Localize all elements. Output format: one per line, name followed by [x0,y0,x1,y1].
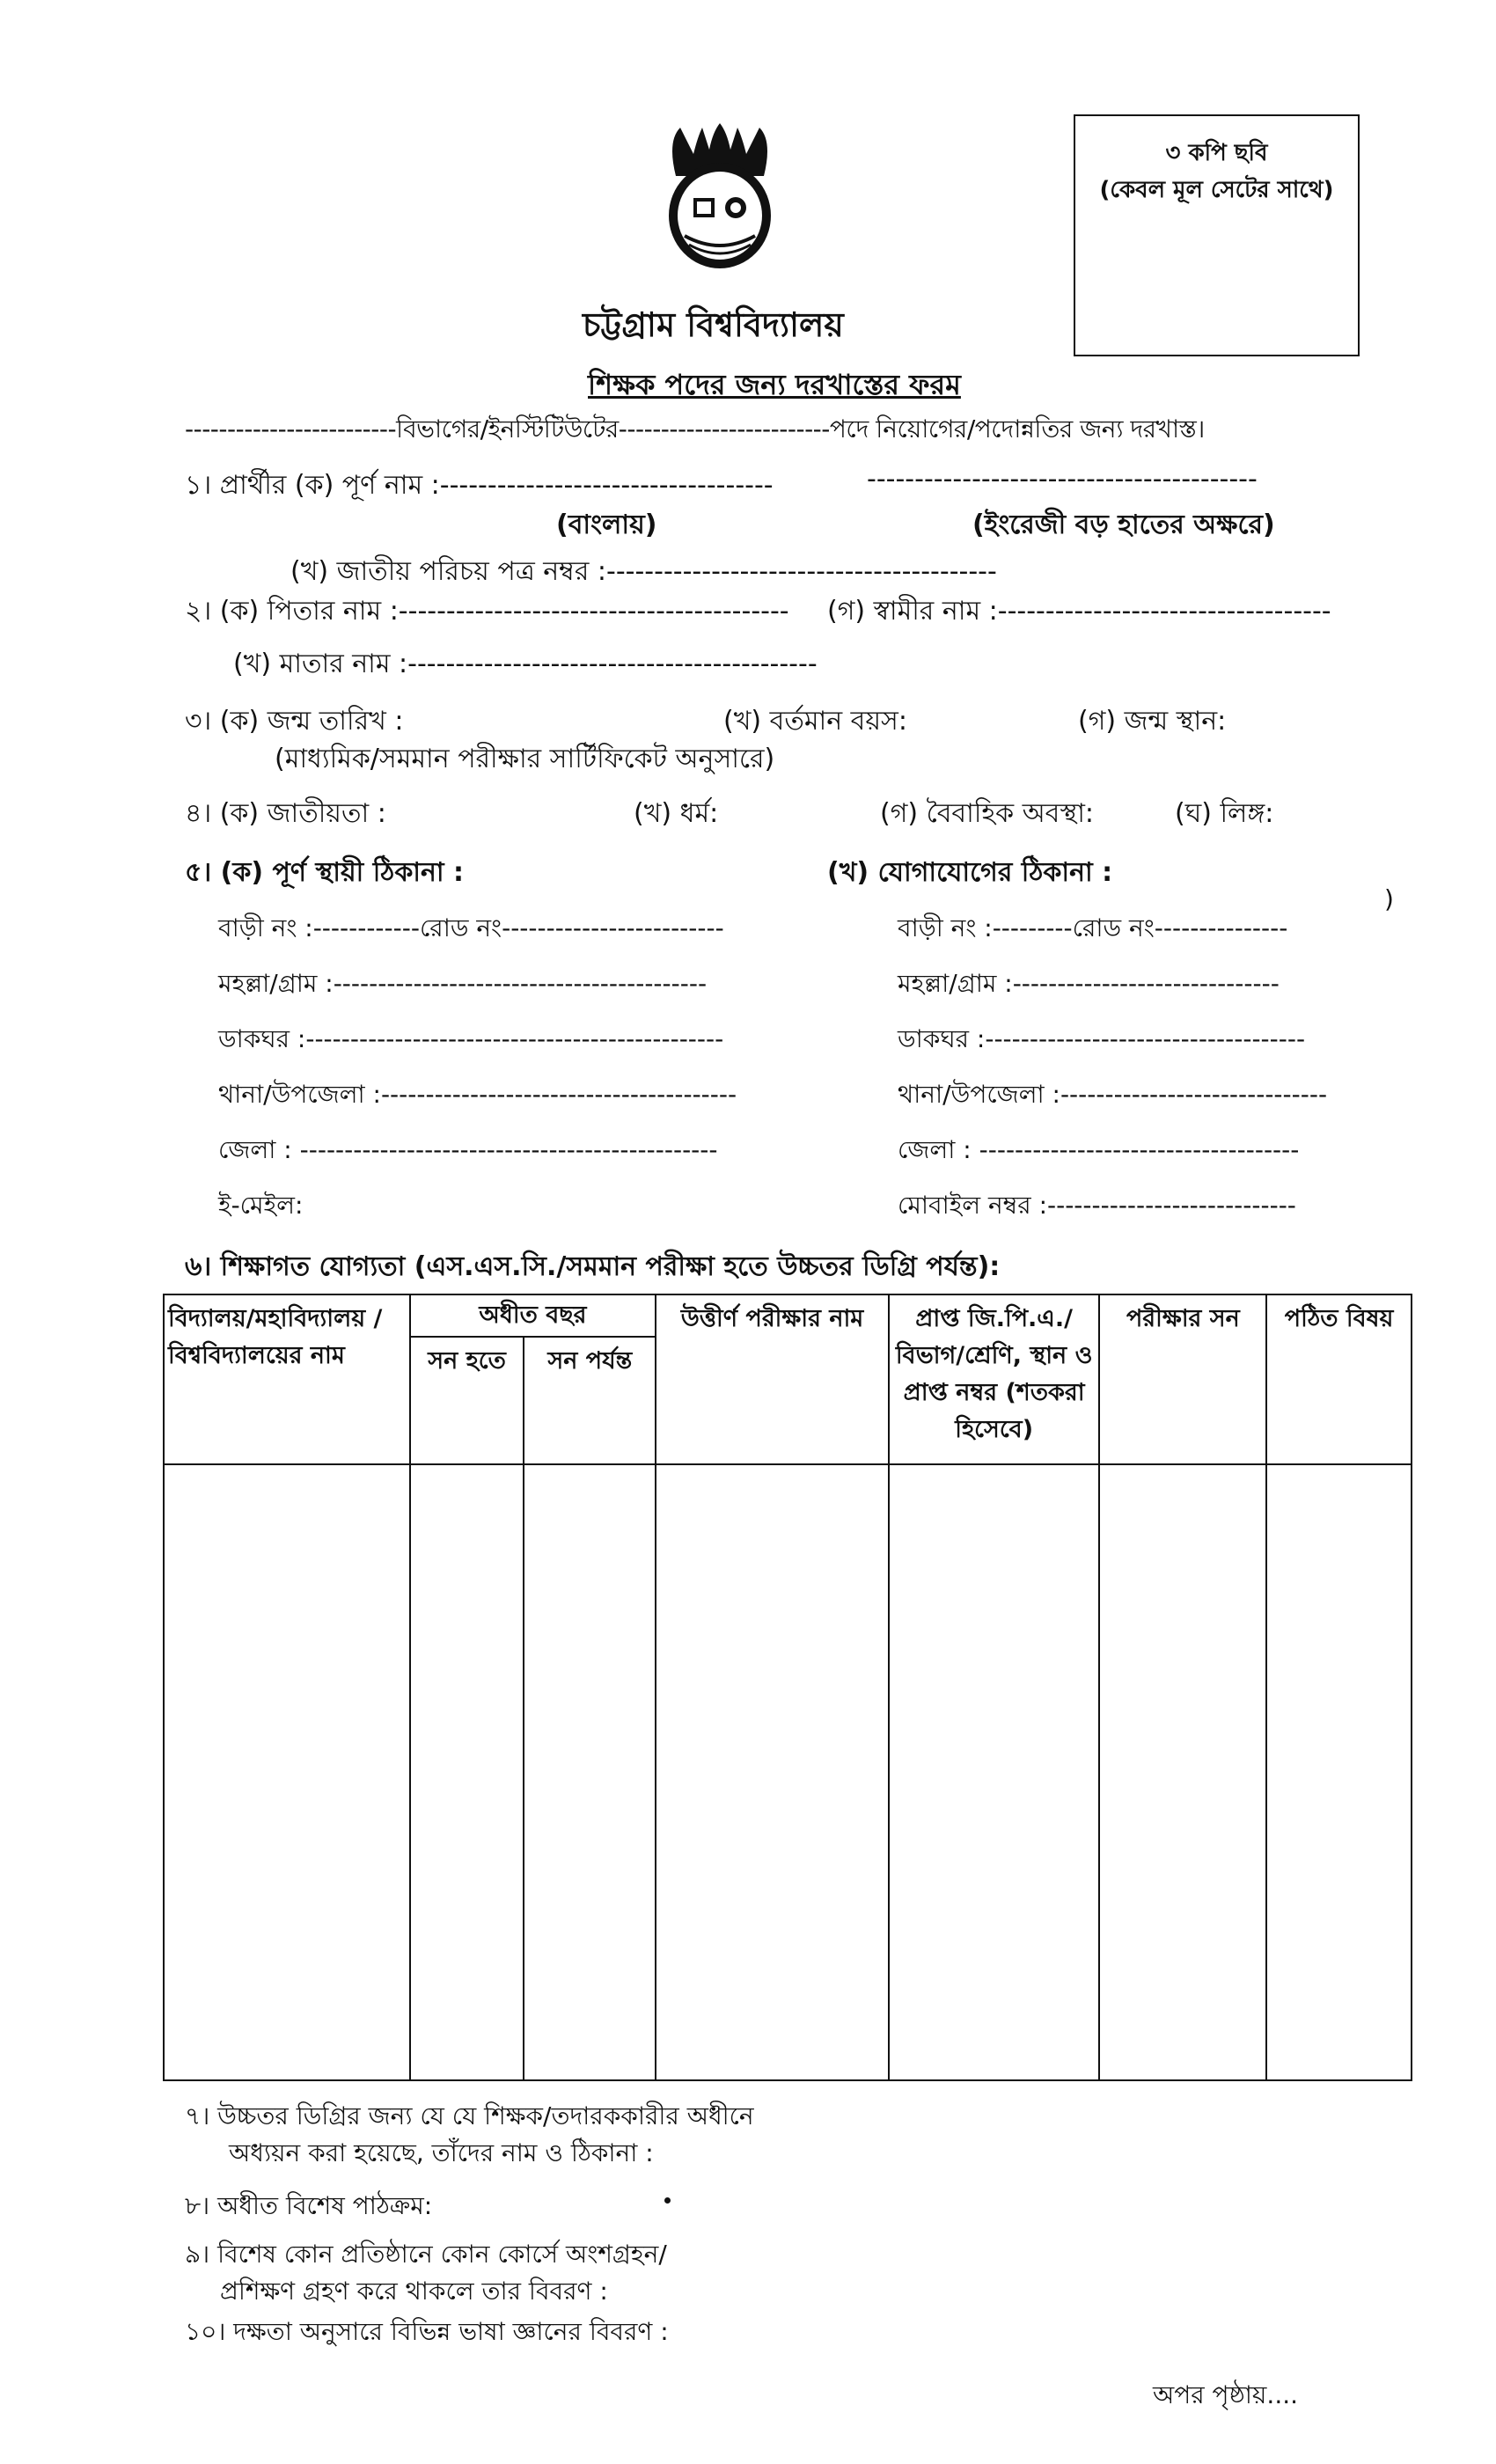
english-label: (ইংরেজী বড় হাতের অক্ষরে) [972,510,1275,540]
supervisor-label-line1: ৭। উচ্চতর ডিগ্রির জন্য যে যে শিক্ষক/তদারককারীর অধীনে [185,2101,754,2130]
photo-box-line1: ৩ কপি ছবি [1165,140,1268,166]
language-skill-field[interactable]: ১০। দক্ষতা অনুসারে বিভিন্ন ভাষা জ্ঞানের বিবরণ : [185,2317,669,2346]
col-subject: পঠিত বিষয় [1266,1294,1412,1464]
dob-note: (মাধ্যমিক/সমমান পরীক্ষার সার্টিফিকেট অনুসারে) [275,744,775,774]
gender-field[interactable]: (ঘ) লিঙ্গ: [1175,798,1274,829]
continued-overleaf: অপর পৃষ্ঠায়.... [1153,2380,1299,2409]
nid-field[interactable]: (খ) জাতীয় পরিচয় পত্র নম্বর :----------------------------------------- [290,556,997,587]
supervisor-label-line2[interactable]: অধ্যয়ন করা হয়েছে, তাঁদের নাম ও ঠিকানা : [229,2138,654,2167]
birthplace-field[interactable]: (গ) জন্ম স্থান: [1078,706,1227,737]
mobile-field[interactable]: মোবাইল নম্বর :---------------------------- [898,1191,1296,1220]
permanent-address-heading: ৫। (ক) পূর্ণ স্থায়ী ঠিকানা : [185,857,465,888]
mother-name-field[interactable]: (খ) মাতার নাম :------------------------------------------- [233,649,818,679]
university-name: চট্টগ্রাম বিশ্ববিদ্যালয় [583,305,844,344]
stray-dot [664,2197,671,2204]
permanent-post-office-field[interactable]: ডাকঘর :----------------------------------------------- [218,1024,724,1053]
applicant-name-english-field[interactable]: ----------------------------------------- [867,464,1258,495]
email-field[interactable]: ই-মেইল: [218,1191,304,1220]
applicant-name-field[interactable]: ১। প্রার্থীর (ক) পূর্ণ নাম :----------------------------------- [185,470,774,501]
photo-box [1074,114,1360,356]
contact-address-heading: (খ) যোগাযোগের ঠিকানা : [827,857,1113,888]
cell-year-to[interactable] [524,1464,656,2080]
col-institution: বিদ্যালয়/মহাবিদ্যালয় /বিশ্ববিদ্যালয়ের নাম [164,1294,410,1464]
contact-district-field[interactable]: জেলা : ------------------------------------ [898,1135,1300,1164]
permanent-thana-field[interactable]: থানা/উপজেলা :---------------------------------------- [218,1080,737,1109]
father-name-field[interactable]: ২। (ক) পিতার নাম :----------------------------------------- [185,596,789,627]
husband-name-field[interactable]: (গ) স্বামীর নাম :----------------------------------- [827,596,1331,627]
training-label-line1: ৯। বিশেষ কোন প্রতিষ্ঠানে কোন কোর্সে অংশগ্রহন/ [185,2240,667,2269]
permanent-village-field[interactable]: মহল্লা/গ্রাম :------------------------------------------ [218,969,708,998]
margin-mark: ) [1384,884,1394,913]
religion-field[interactable]: (খ) ধর্ম: [634,798,719,829]
col-years: অধীত বছর [410,1294,656,1337]
age-field[interactable]: (খ) বর্তমান বয়স: [723,706,907,737]
permanent-house-road-field[interactable]: বাড়ী নং :------------রোড নং------------------------- [218,913,724,942]
col-year-to: সন পর্যন্ত [524,1337,656,1464]
contact-house-road-field[interactable]: বাড়ী নং :---------রোড নং--------------- [898,913,1288,942]
cell-subject[interactable] [1266,1464,1412,2080]
form-title: শিক্ষক পদের জন্য দরখাস্তের ফরম [588,368,961,401]
training-label-line2[interactable]: প্রশিক্ষণ গ্রহণ করে থাকলে তার বিবরণ : [220,2277,608,2306]
cell-exam[interactable] [656,1464,889,2080]
bangla-label: (বাংলায়) [556,510,657,540]
university-logo [658,123,781,273]
cell-year-from[interactable] [410,1464,524,2080]
education-header-row [164,1294,1412,1337]
cell-gpa[interactable] [889,1464,1100,2080]
nationality-field[interactable]: ৪। (ক) জাতীয়তা : [185,798,386,829]
cell-exam-year[interactable] [1099,1464,1266,2080]
department-line: -------------------------বিভাগের/ইনস্টিটিউটের-------------------------পদে নিয়োগের/পদোন্নতির জন্য দরখাস্ত। [185,414,1205,444]
col-exam: উত্তীর্ণ পরীক্ষার নাম [656,1294,889,1464]
special-course-field[interactable]: ৮। অধীত বিশেষ পাঠক্রম: [185,2191,433,2220]
education-table [163,1294,1412,2081]
col-year-from: সন হতে [410,1337,524,1464]
marital-status-field[interactable]: (গ) বৈবাহিক অবস্থা: [880,798,1095,829]
education-heading: ৬। শিক্ষাগত যোগ্যতা (এস.এস.সি./সমমান পরীক্ষা হতে উচ্চতর ডিগ্রি পর্যন্ত): [185,1251,1001,1282]
contact-post-office-field[interactable]: ডাকঘর :------------------------------------ [898,1024,1306,1053]
col-gpa: প্রাপ্ত জি.পি.এ./ বিভাগ/শ্রেণি, স্থান ও প্রাপ্ত নম্বর (শতকরা হিসেবে) [889,1294,1100,1464]
photo-box-line2: (কেবল মূল সেটের সাথে) [1099,176,1334,203]
contact-village-field[interactable]: মহল্লা/গ্রাম :------------------------------ [898,969,1280,998]
contact-thana-field[interactable]: থানা/উপজেলা :------------------------------ [898,1080,1328,1109]
col-exam-year: পরীক্ষার সন [1099,1294,1266,1464]
dob-field[interactable]: ৩। (ক) জন্ম তারিখ : [185,706,404,737]
cell-institution[interactable] [164,1464,410,2080]
permanent-district-field[interactable]: জেলা : ----------------------------------------------- [218,1135,718,1164]
table-row [164,1464,1412,2080]
